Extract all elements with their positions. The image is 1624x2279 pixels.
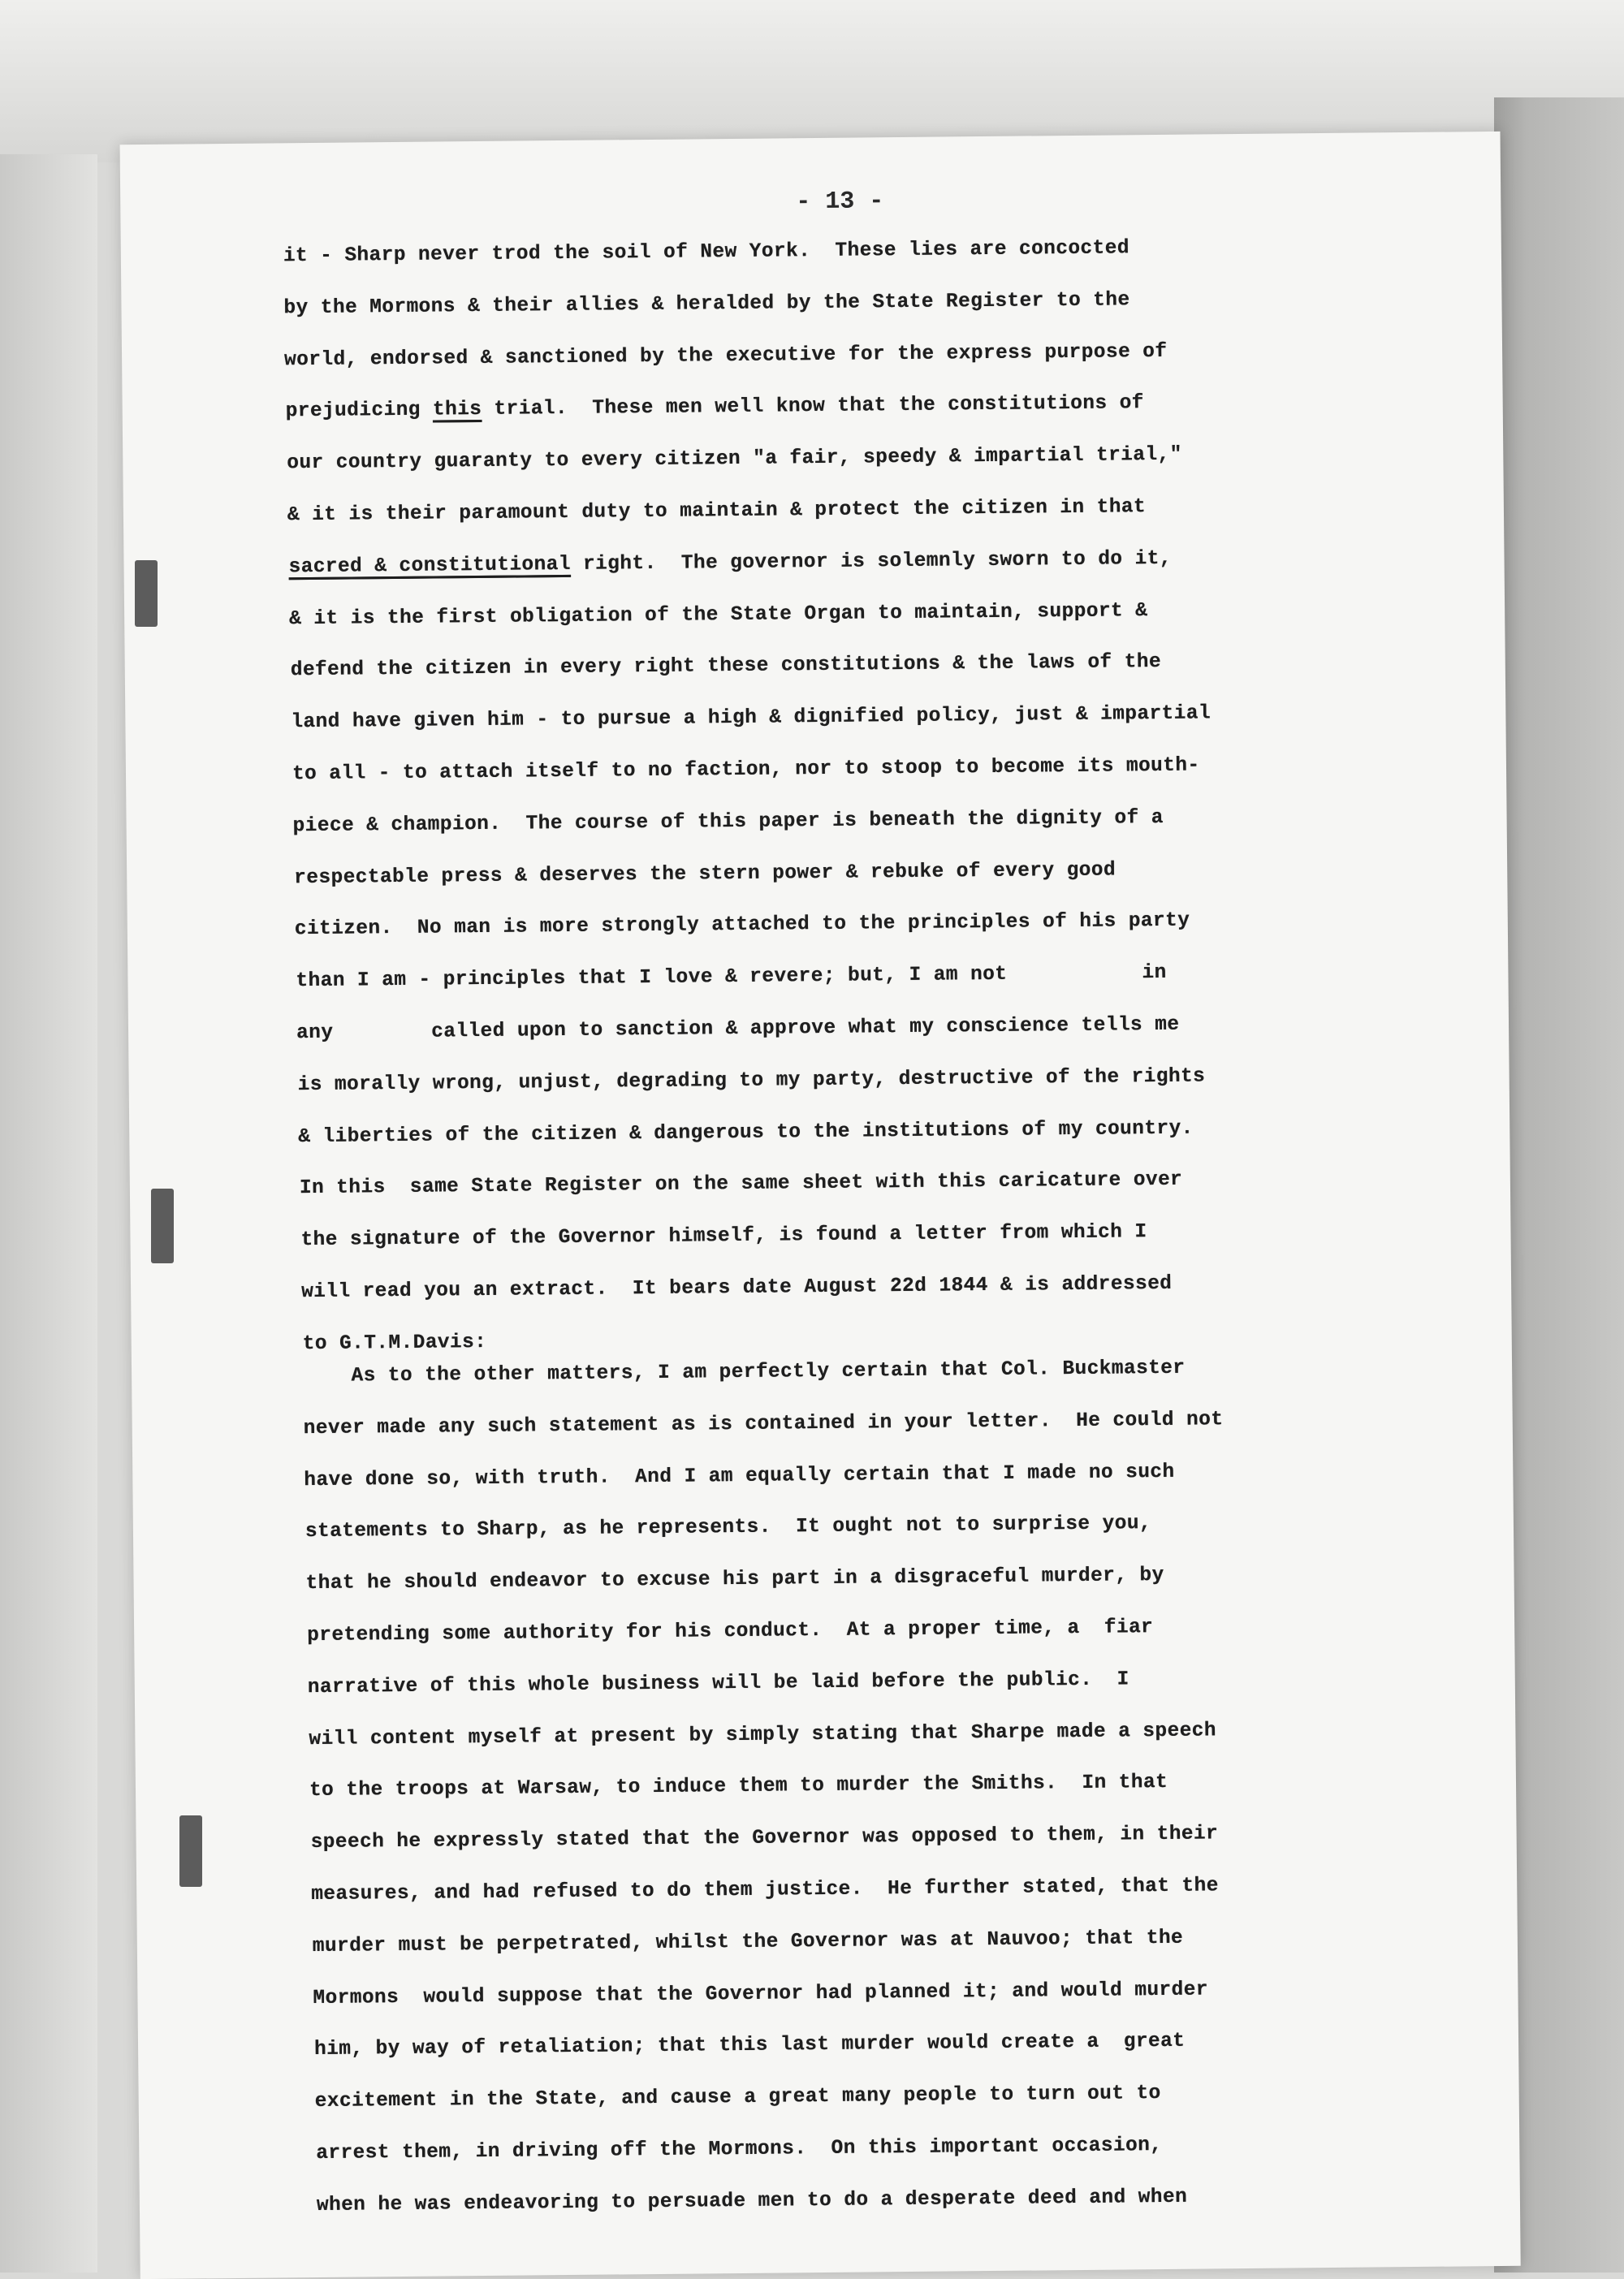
document-page bbox=[120, 132, 1521, 2279]
text-line: any called upon to sanction & approve what my conscience tells me bbox=[296, 1013, 1180, 1045]
text-line: defend the citizen in every right these constitutions & the laws of the bbox=[290, 651, 1162, 682]
text-line: & it is their paramount duty to maintain & protect the citizen in that bbox=[287, 496, 1147, 527]
text-line: it - Sharp never trod the soil of New York. These lies are concocted bbox=[283, 237, 1130, 268]
binding-mark bbox=[151, 1189, 174, 1263]
text-line: arrest them, in driving off the Mormons. On this important occasion, bbox=[316, 2134, 1163, 2165]
text-line: to G.T.M.Davis: bbox=[302, 1331, 487, 1355]
text-line: piece & champion. The course of this paper is beneath the dignity of a bbox=[292, 806, 1164, 838]
text-line: will content myself at present by simply stating that Sharpe made a speech bbox=[309, 1719, 1217, 1750]
text-line: the signature of the Governor himself, is found a letter from which I bbox=[300, 1221, 1147, 1252]
text-line: to all - to attach itself to no faction, nor to stoop to become its mouth- bbox=[292, 754, 1200, 786]
text-line: murder must be perpetrated, whilst the Governor was at Nauvoo; that the bbox=[312, 1927, 1184, 1957]
text-line: narrative of this whole business will be laid before the public. I bbox=[307, 1668, 1129, 1698]
text-line: speech he expressly stated that the Governor was opposed to them, in their bbox=[310, 1823, 1219, 1854]
text-line: have done so, with truth. And I am equally certain that I made no such bbox=[304, 1461, 1175, 1491]
text-line: to the troops at Warsaw, to induce them to murder the Smiths. In that bbox=[309, 1772, 1168, 1802]
binding-mark bbox=[179, 1815, 202, 1887]
text-line: will read you an extract. It bears date August 22d 1844 & is addressed bbox=[301, 1272, 1173, 1304]
text-line: & it is the first obligation of the State Organ to maintain, support & bbox=[289, 599, 1148, 630]
text-line: our country guaranty to every citizen "a fair, speedy & impartial trial," bbox=[287, 443, 1182, 475]
text-line: respectable press & deserves the stern power & rebuke of every good bbox=[294, 859, 1116, 889]
text-line: excitement in the State, and cause a great many people to turn out to bbox=[314, 2083, 1161, 2113]
underlined-text: this bbox=[432, 399, 482, 421]
text-line: statements to Sharp, as he represents. It ought not to surprise you, bbox=[304, 1513, 1152, 1543]
text-line: In this same State Register on the same sheet with this caricature over bbox=[299, 1169, 1183, 1200]
text-line: never made any such statement as is contained in your letter. He could not bbox=[303, 1409, 1224, 1439]
text-line: citizen. No man is more strongly attached to the principles of his party bbox=[294, 910, 1190, 941]
text-line: land have given him - to pursue a high & dignified policy, just & impartial bbox=[291, 702, 1212, 734]
body-text bbox=[283, 229, 1453, 1355]
text-line: when he was endeavoring to persuade men to do a desperate deed and when bbox=[316, 2186, 1188, 2216]
text-line: Mormons would suppose that the Governor had planned it; and would murder bbox=[313, 1979, 1209, 2009]
text-line: pretending some authority for his conduct. At a proper time, a fiar bbox=[307, 1616, 1154, 1647]
page-number: - 13 - bbox=[796, 188, 884, 217]
text-line: by the Mormons & their allies & heralded by the State Register to the bbox=[283, 289, 1130, 320]
text-line: & liberties of the citizen & dangerous to the institutions of my country. bbox=[298, 1117, 1194, 1148]
text-line: that he should endeavor to excuse his part in a disgraceful murder, by bbox=[305, 1565, 1164, 1595]
text-line: than I am - principles that I love & revere; but, I am not in bbox=[296, 962, 1167, 993]
text-line: As to the other matters, I am perfectly certain that Col. Buckmaster bbox=[302, 1357, 1186, 1388]
text-line: him, by way of retaliation; that this last murder would create a great bbox=[313, 2031, 1186, 2061]
text-line: sacred & constitutional right. The governor is solemnly sworn to do it, bbox=[288, 547, 1173, 579]
text-line: world, endorsed & sanctioned by the executive for the express purpose of bbox=[283, 340, 1168, 371]
binding-mark bbox=[135, 560, 158, 627]
text-line: prejudicing this trial. These men well know that the constitutions of bbox=[285, 392, 1144, 423]
underlined-text: sacred & constitutional bbox=[288, 553, 572, 579]
text-line: measures, and had refused to do them justice. He further stated, that the bbox=[311, 1875, 1219, 1906]
scan-background-left bbox=[0, 154, 97, 2273]
text-line: is morally wrong, unjust, degrading to my party, destructive of the rights bbox=[297, 1065, 1206, 1096]
